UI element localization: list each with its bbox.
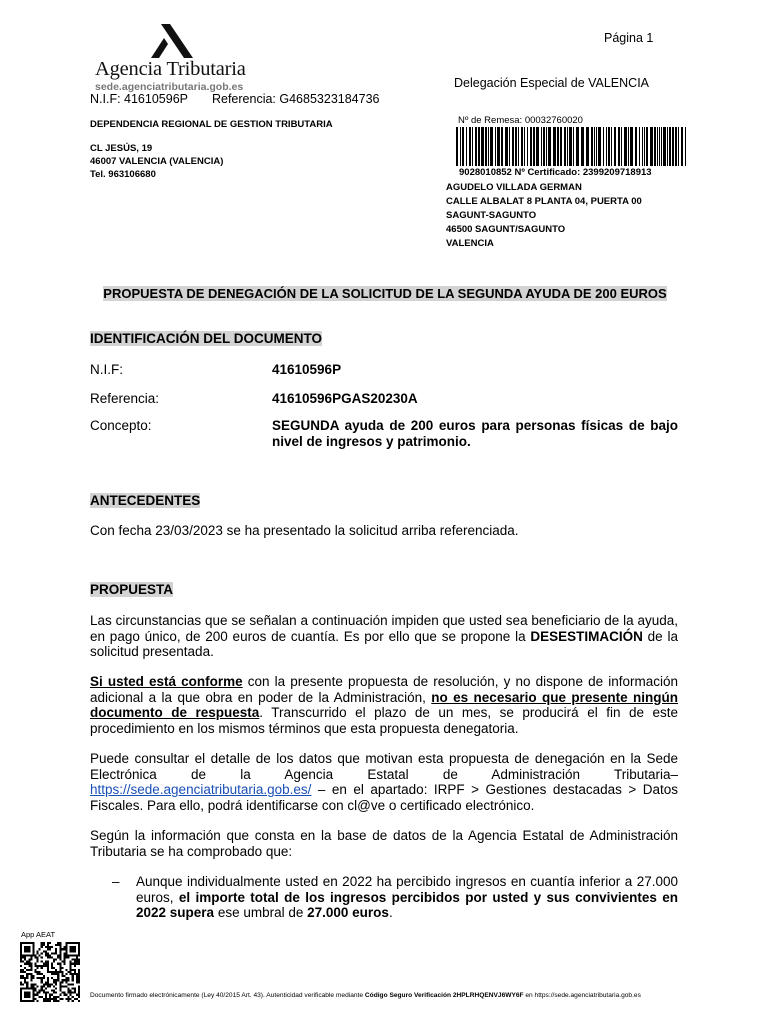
office-address-line: Tel. 963106680 — [90, 169, 156, 180]
office-address-line: 46007 VALENCIA (VALENCIA) — [90, 156, 224, 167]
agency-name: Agencia Tributaria — [95, 58, 246, 80]
no-documento-emphasis: no es necesario que presente ningún documento de respuesta — [90, 689, 678, 721]
recipient-address — [446, 181, 642, 251]
csv-code: Código Seguro Verificación 2HPLRHQENVJ6WY6F — [364, 992, 524, 999]
header-identifiers — [90, 92, 379, 106]
header-nif: N.I.F: 41610596P — [90, 92, 188, 106]
recipient-line: VALENCIA — [446, 238, 494, 249]
remesa-number: Nº de Remesa: 00032760020 — [458, 115, 583, 126]
recipient-line: AGUDELO VILLADA GERMAN — [446, 182, 582, 193]
section-heading-text: IDENTIFICACIÓN DEL DOCUMENTO — [90, 331, 323, 346]
section-heading-identificacion — [90, 331, 322, 346]
conforme-emphasis: Si usted está conforme — [90, 674, 243, 689]
text-run: Documento firmado electrónicamente (Ley 40/2015 Art. 43). Autenticidad verificable mediante — [90, 992, 365, 999]
text-run: Las circunstancias que se señalan a continuación impiden que usted sea beneficiario de la ayuda, en pago único, de 200 euros de cuantía. Es por ello que se propone la — [90, 613, 678, 644]
text-run: Aunque individualmente usted en 2022 ha percibido ingresos en cuantía inferior a 27.000 euros, — [136, 874, 678, 905]
text-run: ese umbral de — [214, 905, 308, 921]
text-run: en https://sede.agenciatributaria.gob.es — [523, 992, 641, 999]
concepto-label: Concepto: — [90, 418, 152, 433]
certificado-number: 9028010852 Nº Certificado: 2399209718913 — [459, 167, 652, 178]
nif-label: N.I.F: — [90, 362, 123, 377]
text-run: Puede consultar el detalle de los datos que motivan esta propuesta de denegación en la Sede Electrónica de la Agencia Estatal de Administración Tributaria– — [90, 751, 678, 782]
section-heading-text: PROPUESTA — [90, 582, 174, 597]
text-run: . Transcurrido el plazo de un mes, se producirá el fin de este procedimiento en los mismos términos que esta propuesta denegatoria. — [90, 705, 678, 736]
referencia-value: 41610596PGAS20230A — [272, 391, 418, 406]
app-aeat-label: App AEAT — [21, 930, 56, 939]
section-heading-text: ANTECEDENTES — [90, 493, 201, 508]
qr-code[interactable] — [20, 942, 80, 1002]
office-address — [90, 142, 223, 181]
recipient-line: SAGUNT-SAGUNTO — [446, 210, 537, 221]
propuesta-paragraph-2 — [90, 674, 678, 736]
propuesta-paragraph-1 — [90, 613, 678, 660]
text-run: de la solicitud presentada. — [90, 628, 678, 660]
agency-logo-mark-icon — [147, 24, 193, 60]
importe-emphasis: el importe total de los ingresos percibidos por usted y sus convivientes en 2022 supera — [136, 889, 678, 921]
text-run: – en el apartado: IRPF > Gestiones destacadas > Datos Fiscales. Para ello, podrá identificarse con cl@ve o certificado electrónico. — [90, 782, 678, 813]
umbral-emphasis: 27.000 euros — [307, 905, 389, 921]
bullet-dash: – — [112, 874, 120, 889]
sede-link[interactable]: https://sede.agenciatributaria.gob.es/ — [90, 782, 312, 798]
delegacion: Delegación Especial de VALENCIA — [454, 76, 650, 90]
text-run: con la presente propuesta de resolución, y no dispone de información adicional a la que obra en poder de la Administración, — [90, 674, 678, 705]
header-referencia: Referencia: G4685323184736 — [211, 92, 380, 106]
recipient-line: 46500 SAGUNT/SAGUNTO — [446, 224, 566, 235]
propuesta-paragraph-4: Según la información que consta en la base de datos de la Agencia Estatal de Administración Tributaria se ha comprobado que: — [90, 828, 678, 859]
nif-value: 41610596P — [272, 362, 342, 377]
footer-signature-note — [90, 992, 641, 999]
desestimacion-emphasis: DESESTIMACIÓN — [530, 628, 643, 644]
propuesta-bullet — [136, 874, 678, 921]
office-address-line: CL JESÚS, 19 — [90, 143, 153, 154]
antecedentes-text: Con fecha 23/03/2023 se ha presentado la solicitud arriba referenciada. — [90, 523, 519, 538]
barcode — [456, 127, 686, 166]
concepto-value: SEGUNDA ayuda de 200 euros para personas físicas de bajo nivel de ingresos y patrimonio. — [272, 418, 678, 449]
text-run: . — [388, 905, 393, 921]
agency-url: sede.agenciatributaria.gob.es — [95, 81, 244, 93]
agency-logo — [95, 24, 255, 100]
referencia-label: Referencia: — [90, 391, 160, 406]
section-heading-antecedentes — [90, 493, 200, 508]
dependencia: DEPENDENCIA REGIONAL DE GESTION TRIBUTARIA — [90, 119, 333, 130]
document-title — [98, 286, 672, 302]
page-number: Página 1 — [604, 31, 654, 45]
propuesta-paragraph-3 — [90, 751, 678, 813]
recipient-line: CALLE ALBALAT 8 PLANTA 04, PUERTA 00 — [446, 196, 642, 207]
section-heading-propuesta — [90, 582, 173, 597]
document-title-text: PROPUESTA DE DENEGACIÓN DE LA SOLICITUD DE LA SEGUNDA AYUDA DE 200 EUROS — [103, 286, 667, 301]
